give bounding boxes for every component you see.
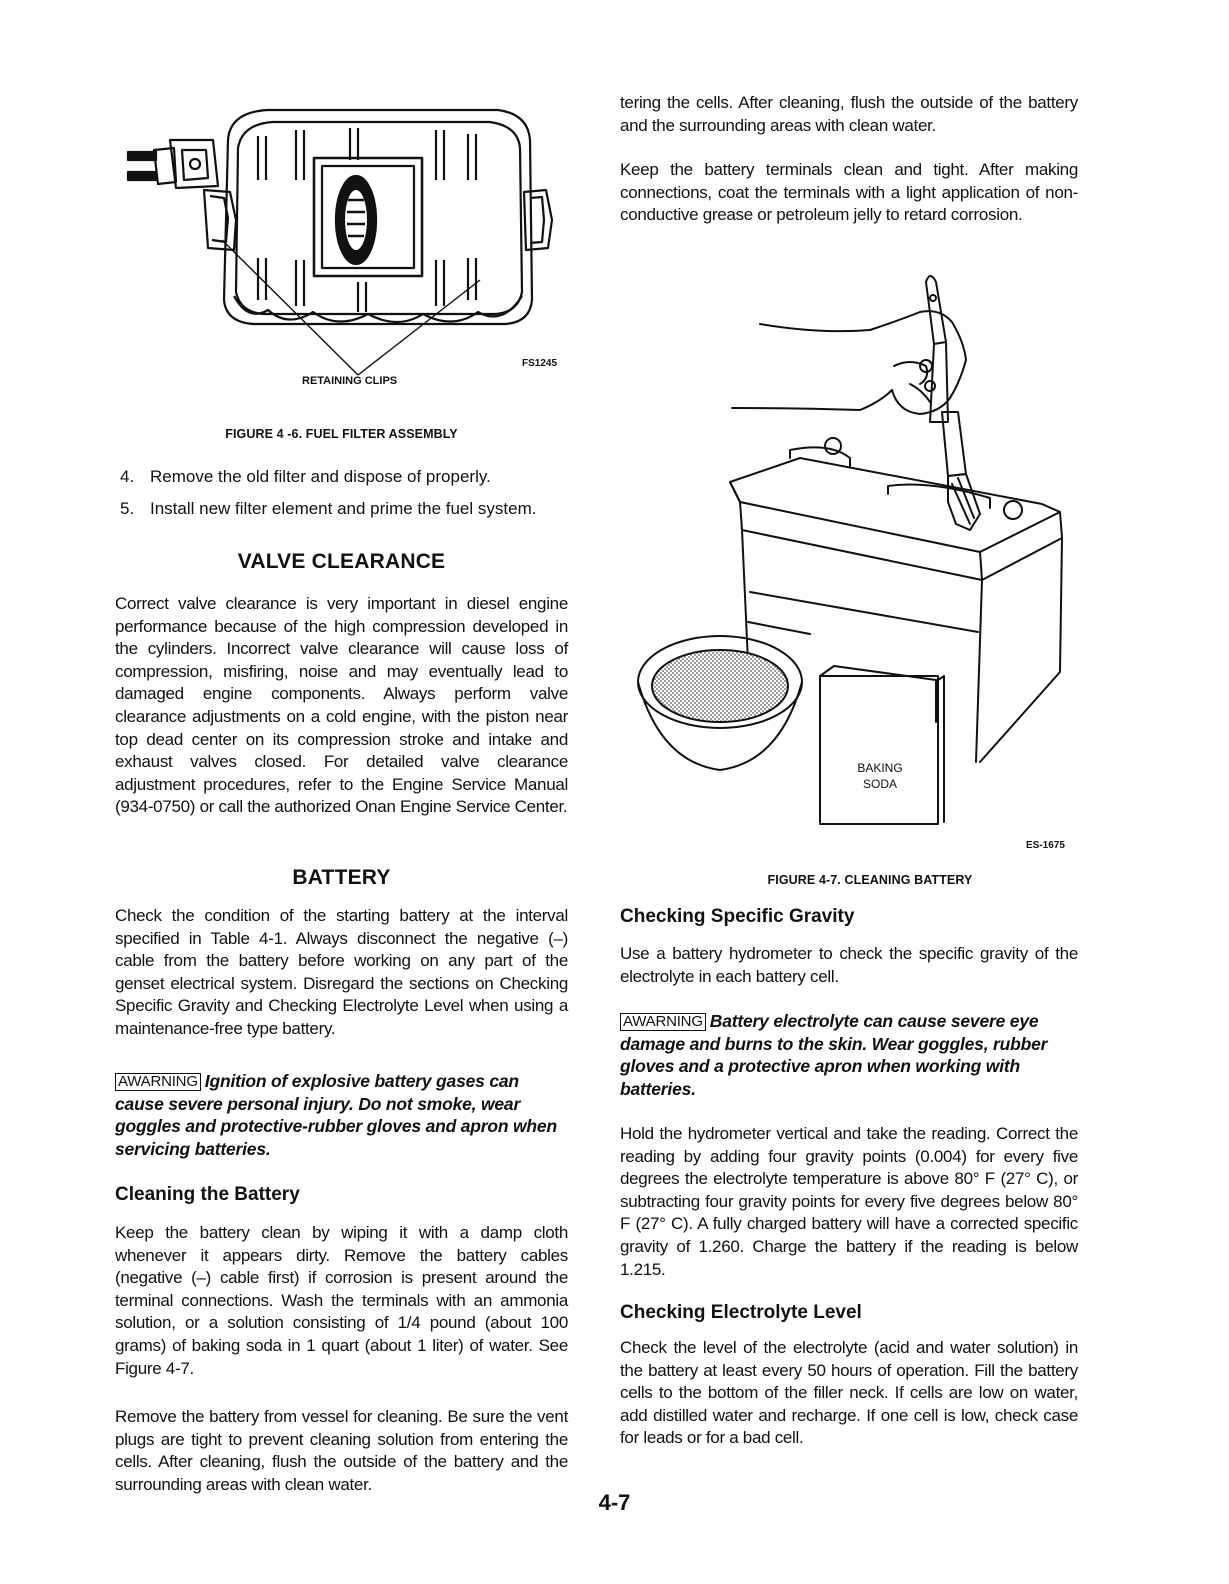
fuel-filter-assembly-illustration (118, 100, 568, 400)
electrolyte-warning: AWARNING Battery electrolyte can cause severe eye damage and burns to the skin. Wear goggles, rubber gloves and a protective apron when working with batteries. (620, 1011, 1048, 1099)
cleaning-battery-heading: Cleaning the Battery (115, 1184, 300, 1205)
battery-heading: BATTERY (292, 866, 391, 889)
valve-clearance-body: Correct valve clearance is very important in diesel engine performance because of the high compression developed in the cylinders. Incorrect valve clearance will cause loss of compression, misfiring, noise and may eventually lead to damaged engine components. Always perform valve clearance adjustments on a cold engine, with the piston near top dead center on its compression stroke and intake and exhaust valves closed. For detailed valve clearance adjustment procedures, refer to the Engine Service Manual (934-0750) or call the authorized Onan Engine Service Center. (115, 594, 568, 817)
page-number: 4-7 (598, 1490, 631, 1515)
figure-code: FS1245 (522, 358, 558, 369)
list-item: 5. Install new filter element and prime the fuel system. (120, 499, 537, 518)
specific-gravity-heading: Checking Specific Gravity (620, 906, 855, 927)
cleaning-para-2: Remove the battery from vessel for cleaning. Be sure the vent plugs are tight to prevent cleaning solution from entering the cells. After cleaning, flush the outside of the battery and the surrounding areas with clean water. (115, 1407, 568, 1494)
cleaning-para-2-continued: tering the cells. After cleaning, flush the outside of the battery and the surrounding areas with clean water. (620, 93, 1078, 135)
specific-gravity-body: Use a battery hydrometer to check the specific gravity of the electrolyte in each battery cell. (620, 944, 1078, 986)
cleaning-battery-illustration (630, 262, 1070, 842)
electrolyte-level-heading: Checking Electrolyte Level (620, 1302, 862, 1323)
battery-warning: AWARNING Ignition of explosive battery gases can cause severe personal injury. Do not smoke, wear goggles and protective-rubber gloves and apron when servicing batteries. (115, 1071, 557, 1159)
procedure-steps (120, 466, 568, 520)
retaining-clips-callout: RETAINING CLIPS (302, 375, 398, 387)
warning-label: AWARNING (620, 1013, 706, 1031)
specific-gravity-body-2: Hold the hydrometer vertical and take the reading. Correct the reading by adding four gravity points (0.004) for every five degrees the electrolyte temperature is above 80° F (27° C), or subtracting four gravity points for every five degrees below 80° F (27° C). A fully charged battery will have a corrected specific gravity of 1.260. Charge the battery if the reading is below 1.215. (620, 1124, 1078, 1279)
cleaning-para-1: Keep the battery clean by wiping it with a damp cloth whenever it appears dirty. Remove the battery cables (negative (–) cable first) if corrosion is present around the terminal connections. Wash the terminals with an ammonia solution, or a solution consisting of 1/4 pound (about 100 grams) of baking soda in 1 quart (about 1 liter) of water. See Figure 4-7. (115, 1223, 568, 1378)
list-item: 4. Remove the old filter and dispose of properly. (120, 467, 491, 486)
cleaning-para-3: Keep the battery terminals clean and tight. After making connections, coat the terminals with a light application of non-conductive grease or petroleum jelly to retard corrosion. (620, 160, 1078, 225)
figure-caption: FIGURE 4 -6. FUEL FILTER ASSEMBLY (225, 427, 458, 441)
baking-soda-label-1: BAKING (857, 761, 903, 775)
warning-label: AWARNING (115, 1073, 201, 1091)
valve-clearance-heading: VALVE CLEARANCE (237, 550, 446, 573)
electrolyte-level-body: Check the level of the electrolyte (acid and water solution) in the battery at least every 50 hours of operation. Fill the battery cells to the bottom of the filler neck. If cells are low on water, add distilled water and recharge. If one cell is low, check case for leads or for a bad cell. (620, 1338, 1078, 1448)
figure-caption: FIGURE 4-7. CLEANING BATTERY (767, 873, 973, 887)
baking-soda-label-2: SODA (862, 777, 898, 791)
figure-code: ES-1675 (1026, 840, 1065, 851)
battery-body: Check the condition of the starting battery at the interval specified in Table 4-1. Always disconnect the negative (–) cable from the battery before working on any part of the genset electrical system. Disregard the sections on Checking Specific Gravity and Checking Electrolyte Level when using a maintenance-free type battery. (115, 906, 568, 1038)
